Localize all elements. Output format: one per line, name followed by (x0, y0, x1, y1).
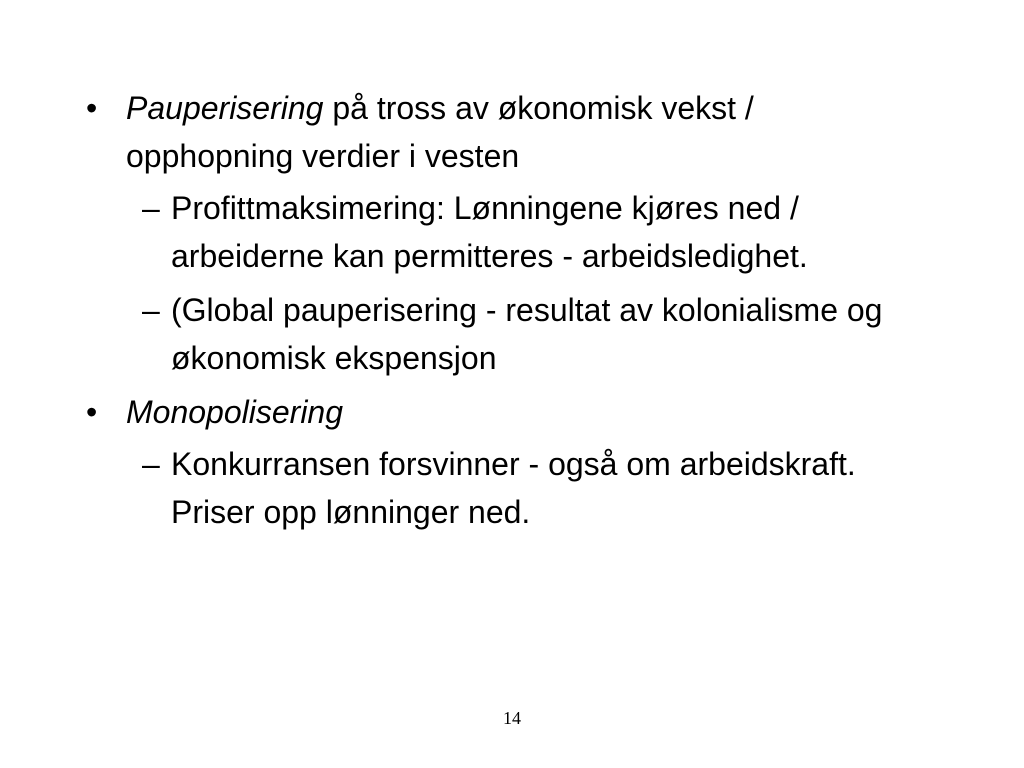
bullet-emphasis: Pauperisering (126, 90, 324, 126)
bullet-marker: • (86, 394, 98, 430)
subbullet-konkurransen (0, 440, 941, 536)
bullet-pauperisering (0, 84, 916, 180)
bullet-emphasis: Monopolisering (126, 394, 344, 430)
page-number: 14 (503, 708, 521, 728)
bullet-marker: • (86, 90, 98, 126)
subbullet-text: Konkurransen forsvinner - også om arbeidskraft. Priser opp lønninger ned. (171, 446, 856, 530)
bullet-monopolisering (0, 388, 916, 436)
slide-content (0, 84, 1024, 542)
subbullet-text: Profittmaksimering: Lønningene kjøres ned / arbeiderne kan permitteres - arbeidsledighet. (171, 190, 808, 274)
subbullet-profittmaksimering (0, 184, 941, 280)
subbullet-marker: – (142, 292, 160, 328)
bullet-text: på tross av økonomisk vekst / opphopning verdier i vesten (126, 90, 754, 174)
subbullet-text: (Global pauperisering - resultat av kolonialisme og økonomisk ekspensjon (171, 292, 883, 376)
subbullet-marker: – (142, 190, 160, 226)
subbullet-marker: – (142, 446, 160, 482)
subbullet-global-pauperisering (0, 286, 941, 382)
